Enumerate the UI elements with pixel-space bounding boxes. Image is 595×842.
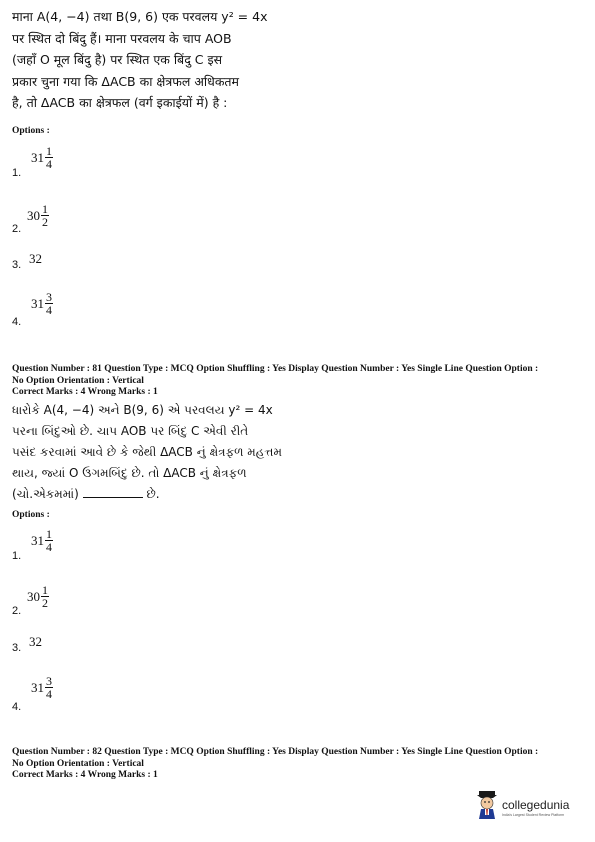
logo-name: collegedunia	[502, 798, 570, 812]
option-whole: 31	[31, 295, 44, 311]
q80-option-3[interactable]: 32	[29, 251, 42, 266]
q80-line-2: पर स्थित दो बिंदु हैं। माना परवलय के चाप AOB	[12, 30, 232, 46]
q81-line-3: પસંદ કરવામાં આવે છે કે જેથી ΔACB નું ક્ષેત્રફળ મહત્તમ	[12, 445, 282, 459]
q81-option-4[interactable]	[31, 675, 53, 700]
q80-line-3: (जहाँ O मूल बिंदु है) पर स्थित एक बिंदु C इस	[12, 52, 223, 67]
q81-marks: Correct Marks : 4 Wrong Marks : 1	[12, 387, 158, 397]
q80-option-1[interactable]	[31, 145, 53, 170]
q82-marks: Correct Marks : 4 Wrong Marks : 1	[12, 770, 158, 780]
q80-option-2[interactable]	[27, 203, 49, 228]
option-fraction: $\frac{3}{4}$	[46, 290, 52, 317]
q80-text	[12, 6, 272, 114]
option-whole: 31	[31, 679, 44, 695]
q81-option-2-number: 2.	[12, 605, 22, 617]
q80-option-2-number: 2.	[12, 223, 22, 235]
option-fraction: $\frac{1}{2}$	[42, 202, 48, 229]
q82-meta-line-1: Question Number : 82 Question Type : MCQ Option Shuffling : Yes Display Question Number : Yes Single Line Question Option :	[12, 747, 539, 757]
q81-line-5: (ચો.એકમમાં) છે.	[12, 487, 160, 501]
q80-option-4-number: 4.	[12, 316, 22, 328]
q80-line-4: प्रकार चुना गया कि ΔACB का क्षेत्रफल अधिकतम	[12, 73, 240, 89]
q81-option-1-number: 1.	[12, 550, 22, 562]
q81-options-label: Options :	[12, 510, 50, 520]
q81-option-3[interactable]: 32	[29, 634, 42, 649]
q80-option-3-number: 3.	[12, 259, 22, 271]
q81-option-2[interactable]	[27, 584, 49, 609]
option-whole: 30	[27, 588, 40, 604]
option-fraction: $\frac{3}{4}$	[46, 674, 52, 701]
option-whole: 31	[31, 149, 44, 165]
logo-tagline: India's Largest Student Review Platform	[502, 813, 565, 817]
q80-line-5: है, तो ΔACB का क्षेत्रफल (वर्ग इकाईयों में) है :	[12, 95, 228, 110]
q81-line-4: થાય, જ્યાં O ઉગમબિંદુ છે. તો ΔACB નું ક્ષેત્રફળ	[12, 466, 247, 480]
mascot-icon	[476, 791, 498, 821]
q81-meta	[12, 364, 587, 399]
answer-blank	[83, 485, 143, 498]
option-whole: 31	[31, 532, 44, 548]
q80-option-4[interactable]	[31, 291, 53, 316]
option-fraction: $\frac{1}{2}$	[42, 583, 48, 610]
q82-meta	[12, 747, 587, 782]
q81-line-1: ધારોકે A(4, −4) અને B(9, 6) એ પરવલય y² = 4x	[12, 403, 273, 417]
q80-line-1: माना A(4, −4) तथा B(9, 6) एक परवलय y² = 4x	[12, 9, 268, 24]
q81-option-3-number: 3.	[12, 642, 22, 654]
q81-text	[12, 400, 282, 505]
q81-line-2: પરના બિંદુઓ છે. ચાપ AOB પર બિંદુ C એવી રીતે	[12, 424, 249, 438]
option-fraction: $\frac{1}{4}$	[46, 144, 52, 171]
q80-option-1-number: 1.	[12, 167, 22, 179]
option-whole: 30	[27, 207, 40, 223]
q81-option-1[interactable]	[31, 528, 53, 553]
q81-meta-line-2: No Option Orientation : Vertical	[12, 375, 144, 386]
collegedunia-logo	[476, 791, 588, 831]
q81-meta-line-1: Question Number : 81 Question Type : MCQ Option Shuffling : Yes Display Question Number : Yes Single Line Question Option :	[12, 364, 539, 374]
q80-options-label: Options :	[12, 126, 50, 136]
option-fraction: $\frac{1}{4}$	[46, 527, 52, 554]
q82-meta-line-2: No Option Orientation : Vertical	[12, 758, 144, 769]
q81-option-4-number: 4.	[12, 701, 22, 713]
